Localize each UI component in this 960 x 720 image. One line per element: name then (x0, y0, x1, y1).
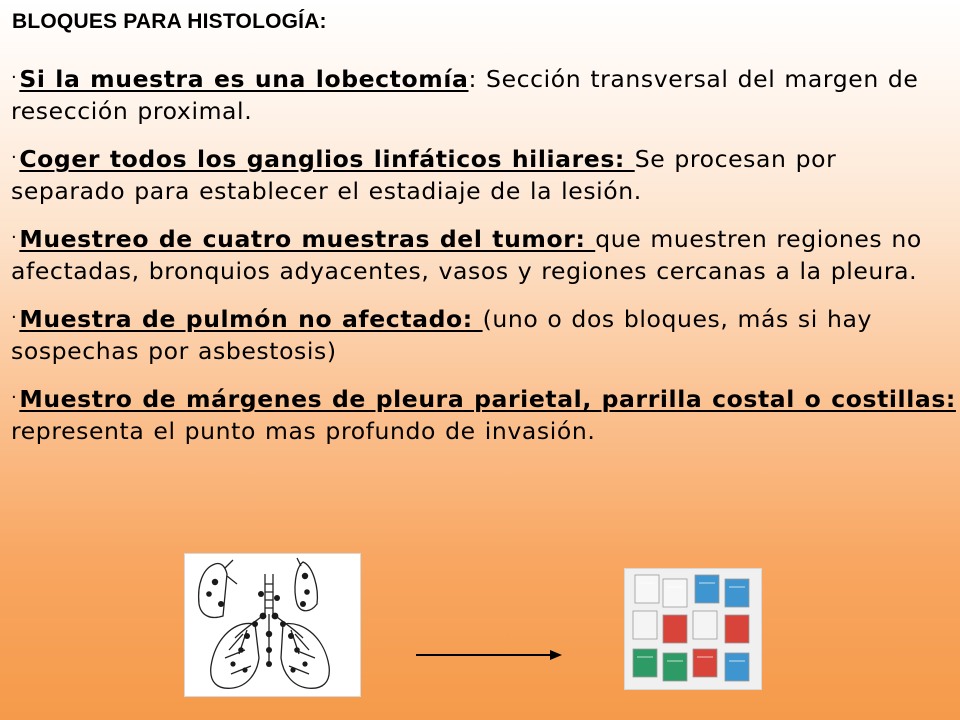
bullet-text: (uno o dos bloques, más si hay sospechas por asbestosis) (11, 305, 872, 365)
right-arrow-icon (414, 645, 564, 665)
bullet-dot: · (11, 147, 18, 168)
bullet-dot: · (11, 307, 18, 328)
bullet-text: : Sección transversal del margen de resección proximal. (11, 65, 919, 125)
bullet-text: representa el punto mas profundo de invasión. (11, 416, 596, 445)
bullet-dot: · (11, 387, 18, 408)
bullet-item-lobectomy (11, 62, 956, 127)
bullet-dot: · (11, 67, 18, 88)
bullet-text: Se procesan por separado para establecer el estadiaje de la lesión. (11, 145, 837, 205)
slide-title: BLOQUES PARA HISTOLOGÍA: (12, 10, 327, 33)
bullet-heading: Muestro de márgenes de pleura parietal, parrilla costal o costillas: (19, 385, 956, 413)
bullet-item-pleural-margins (11, 382, 956, 447)
bullet-heading: Muestra de pulmón no afectado: (19, 305, 483, 333)
bullet-list (11, 62, 956, 462)
bullet-item-tumor-sampling (11, 222, 956, 287)
bullet-item-hilar-nodes (11, 142, 956, 207)
bullet-dot: · (11, 227, 18, 248)
bullet-item-unaffected-lung (11, 302, 956, 367)
bullet-heading: Coger todos los ganglios linfáticos hiliares: (19, 145, 635, 173)
histology-cassettes-image (624, 568, 762, 690)
lungs-illustration-icon (185, 554, 360, 696)
cassettes-photo-icon (625, 569, 761, 689)
bullet-heading: Si la muestra es una lobectomía (19, 65, 469, 93)
bullet-heading: Muestreo de cuatro muestras del tumor: (19, 225, 596, 253)
lungs-lymph-node-diagram (184, 553, 361, 697)
bullet-text: que muestren regiones no afectadas, bronquios adyacentes, vasos y regiones cercanas a la pleura. (11, 225, 922, 285)
